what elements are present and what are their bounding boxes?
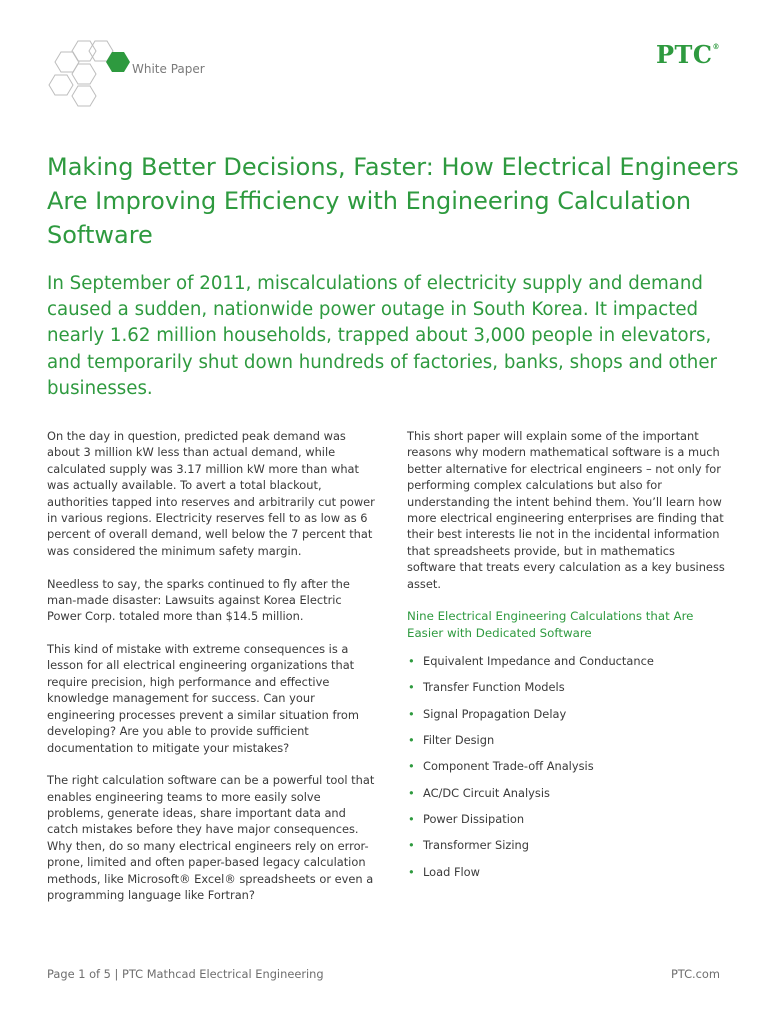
list-item-label: AC/DC Circuit Analysis [423, 785, 550, 800]
list-item [407, 811, 727, 837]
list-item [407, 706, 727, 732]
bullet-icon: • [408, 706, 415, 721]
list-item [407, 732, 727, 758]
list-item-label: Load Flow [423, 864, 480, 879]
brand-name: PTC [655, 40, 713, 69]
list-item-label: Equivalent Impedance and Conductance [423, 654, 654, 669]
list-item [407, 864, 727, 890]
bullet-icon: • [408, 759, 415, 774]
list-item [407, 785, 727, 811]
footer-page-info: Page 1 of 5 | PTC Mathcad Electrical Engineering [47, 967, 324, 981]
list-item [407, 679, 727, 705]
body-paragraph: The right calculation software can be a powerful tool that enables engineering teams to more easily solve problems, generate ideas, share important data and catch mistakes before they have major consequences. Why then, do so many electrical engineers rely on error-prone, limited and often paper-based legacy calculation methods, like Microsoft® Excel® spreadsheets or even a programming language like Fortran? [47, 773, 375, 903]
calculation-list [407, 653, 727, 890]
left-column [47, 428, 377, 920]
intro-paragraph: This short paper will explain some of the important reasons why modern mathematical software is a much better alternative for electrical engineers – not only for performing complex calculations but also for understanding the intent behind them. You’ll learn how more electrical engineering enterprises are finding that their best interests lie not in the incidental information that spreadsheets provide, but in mathematics software that treats every calculation as a key business asset. [407, 429, 725, 591]
bullet-icon: • [408, 680, 415, 695]
list-heading: Nine Electrical Engineering Calculations that Are Easier with Dedicated Software [407, 609, 694, 640]
bullet-icon: • [408, 838, 415, 853]
bullet-icon: • [408, 864, 415, 879]
bullet-icon: • [408, 654, 415, 669]
list-item-label: Power Dissipation [423, 811, 525, 826]
list-item-label: Transfer Function Models [423, 680, 565, 695]
hexagon-logo-icon [44, 40, 134, 108]
list-item-label: Signal Propagation Delay [423, 706, 567, 721]
list-item [407, 758, 727, 784]
document-type-label: White Paper [132, 62, 205, 76]
ptc-logo [656, 40, 720, 69]
bullet-icon: • [408, 811, 415, 826]
body-paragraph: This kind of mistake with extreme consequences is a lesson for all electrical engineering organizations that require precision, high performance and effective knowledge management for success. Can your engineering processes prevent a similar situation from developing? Are you able to provide sufficient documentation to mitigate your mistakes? [47, 642, 359, 755]
bullet-icon: • [408, 785, 415, 800]
footer-website: PTC.com [670, 967, 720, 981]
list-item [407, 837, 727, 863]
lead-paragraph: In September of 2011, miscalculations of electricity supply and demand caused a sudden, nationwide power outage in South Korea. It impacted nearly 1.62 million households, trapped about 3,000 people in elevators, and temporarily shut down hundreds of factories, banks, shops and other businesses. [47, 273, 717, 399]
page-title: Making Better Decisions, Faster: How Electrical Engineers Are Improving Efficiency with Engineering Calculation Software [47, 153, 739, 249]
list-item [407, 653, 727, 679]
bullet-icon: • [408, 733, 415, 748]
body-paragraph: On the day in question, predicted peak demand was about 3 million kW less than actual demand, while calculated supply was 3.17 million kW more than what was actually available. To avert a total blackout, authorities tapped into reserves and arbitrarily cut power in various regions. Electricity reserves fell to as low as 6 percent of overall demand, well below the 7 percent that was considered the minimum safety margin. [47, 429, 375, 558]
registered-mark: ® [712, 42, 720, 51]
list-item-label: Filter Design [423, 733, 495, 748]
body-paragraph: Needless to say, the sparks continued to fly after the man-made disaster: Lawsuits against Korea Electric Power Corp. totaled more than $14.5 million. [47, 576, 350, 624]
right-column [407, 428, 727, 890]
list-item-label: Transformer Sizing [423, 838, 529, 853]
list-item-label: Component Trade-off Analysis [423, 759, 594, 774]
